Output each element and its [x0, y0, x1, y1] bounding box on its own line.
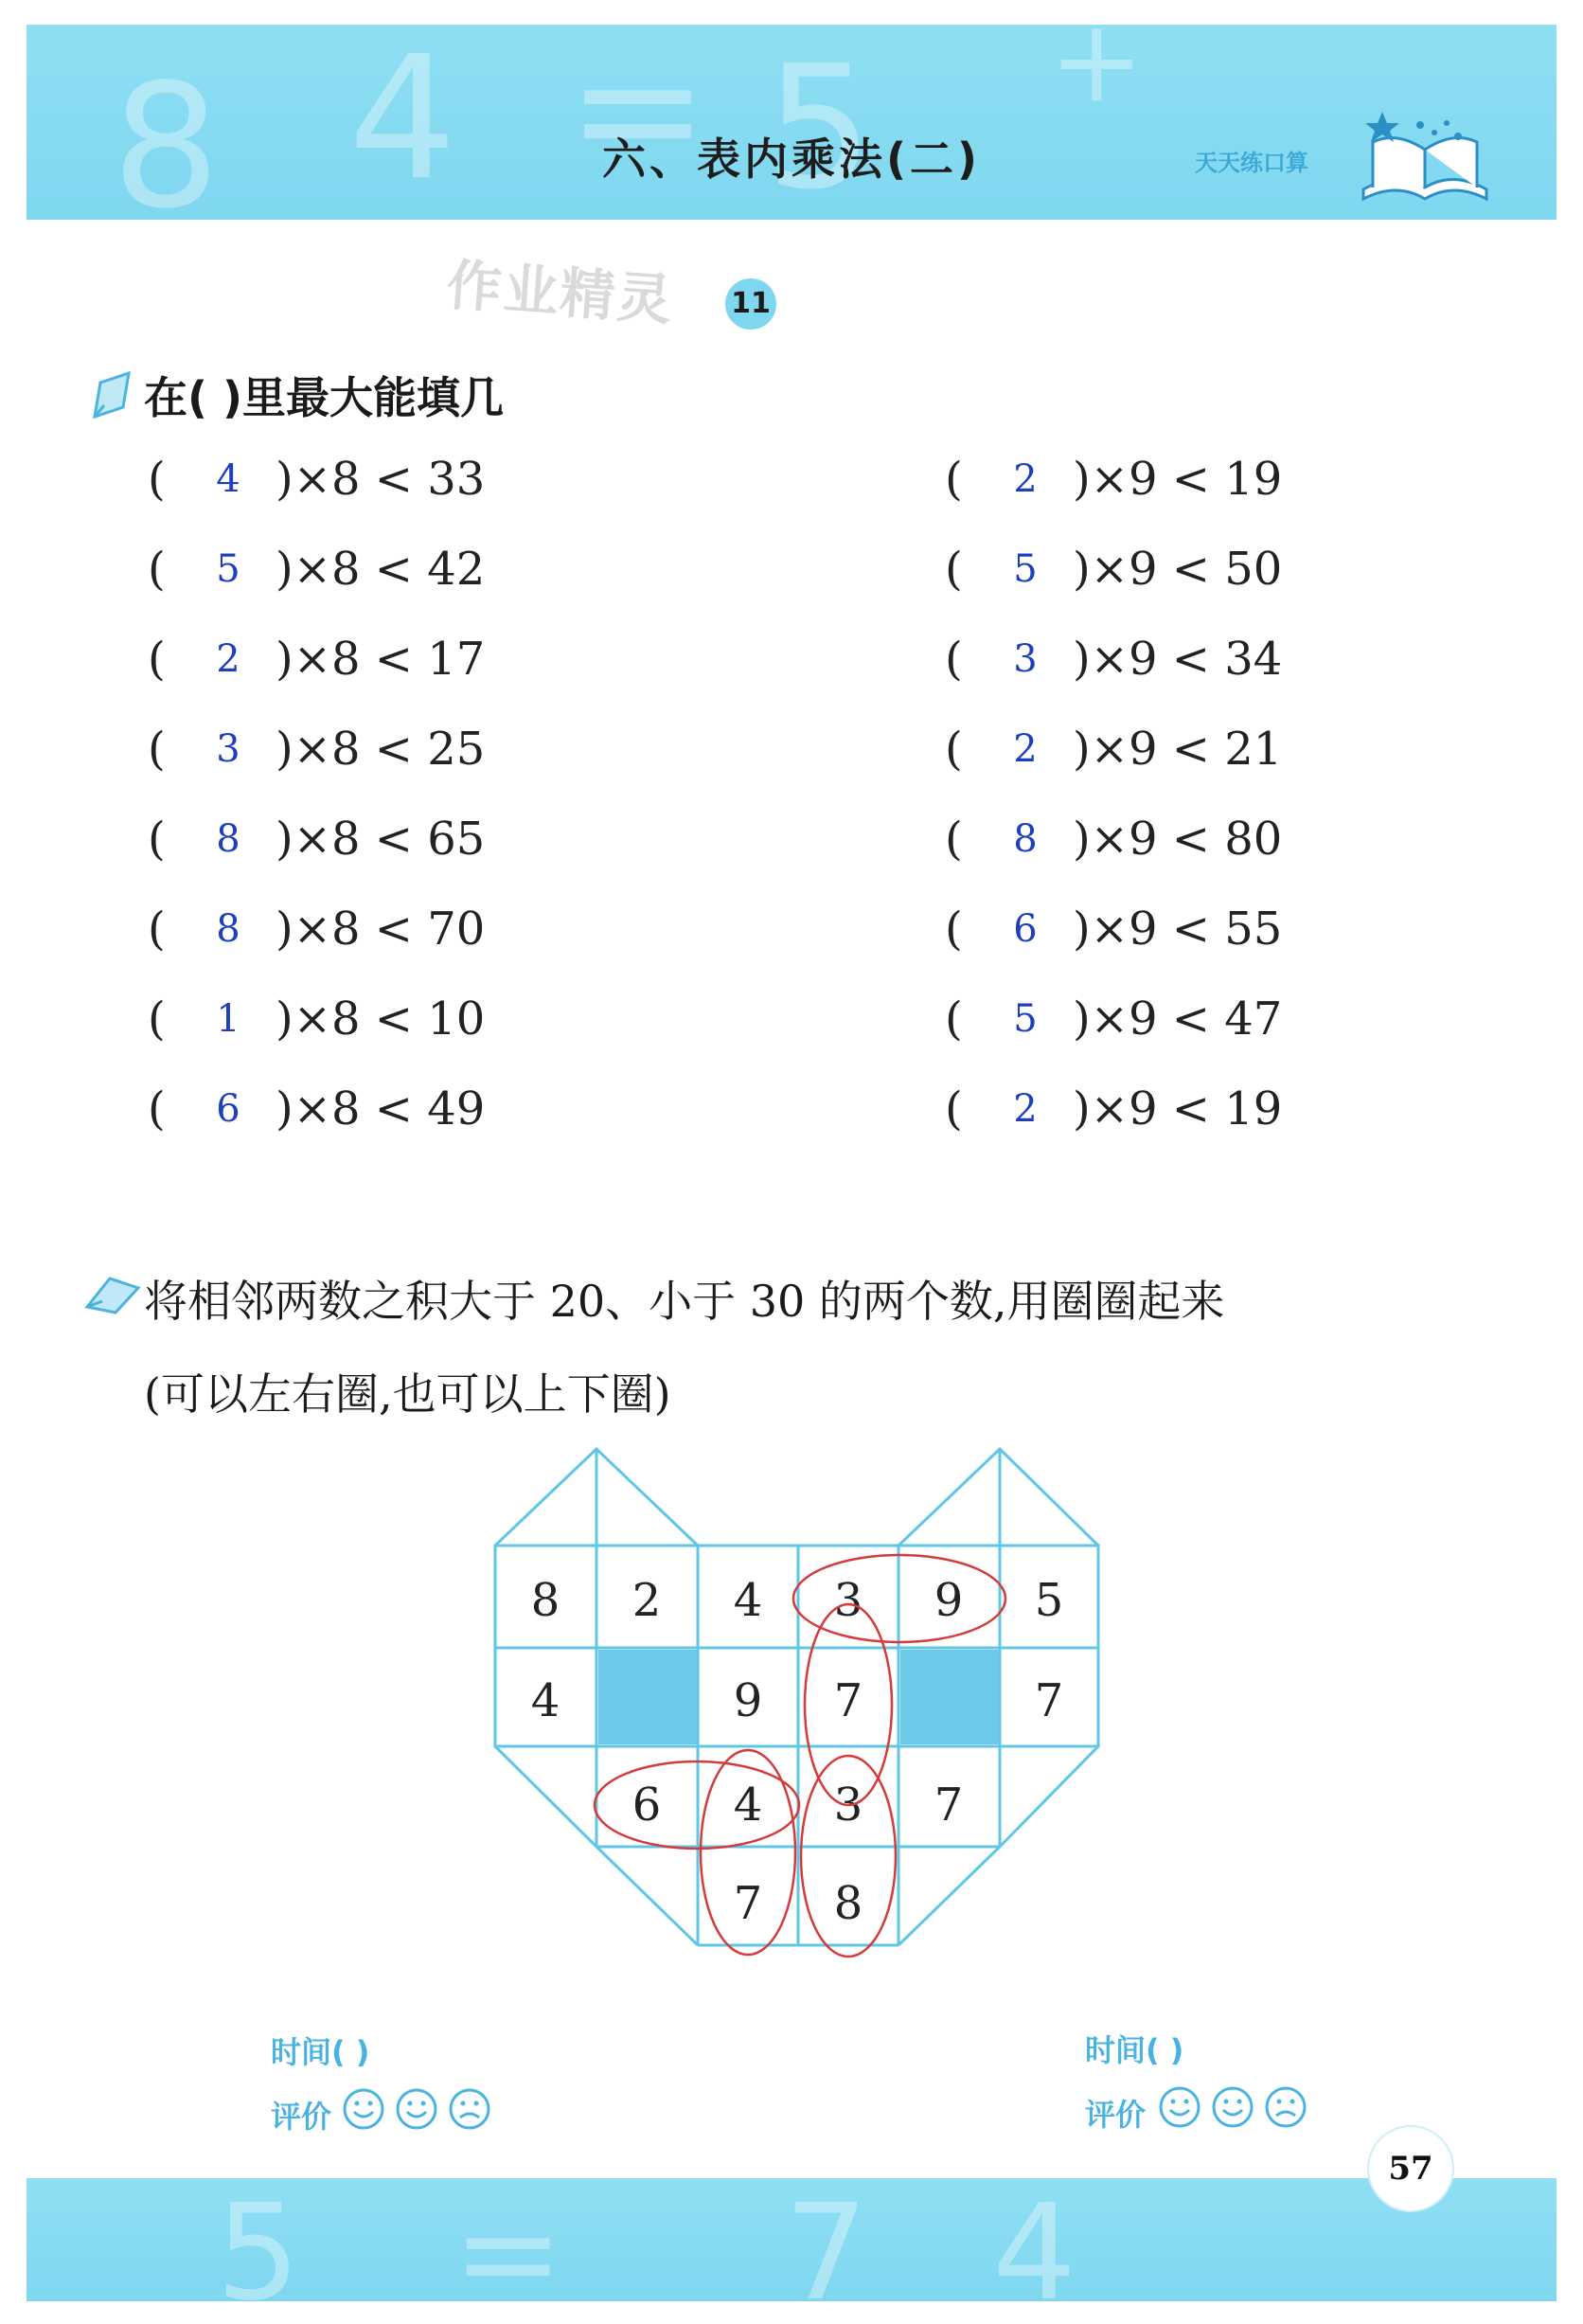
equation-row: [148, 631, 621, 688]
inequality-expr: )×8 < 65: [276, 813, 486, 866]
pencil-icon: [87, 367, 140, 424]
inequality-expr: )×8 < 17: [276, 633, 486, 686]
inequality-expr: )×8 < 10: [276, 992, 486, 1046]
equation-row: [148, 721, 621, 778]
evaluation-faces-left: [341, 2085, 492, 2133]
grid-number: 4: [733, 1574, 763, 1627]
open-paren: (: [148, 903, 166, 956]
equation-row: [148, 541, 621, 598]
page-number: 57: [1367, 2125, 1454, 2212]
decor-digit: 8: [112, 48, 221, 220]
open-paren: (: [945, 543, 963, 596]
grid-number: 4: [530, 1674, 560, 1727]
answer-value[interactable]: 2: [1013, 727, 1038, 771]
section2-instruction: 将相邻两数之积大于 20、小于 30 的两个数,用圈圈起来: [144, 1276, 1225, 1327]
answer-value[interactable]: 5: [1013, 547, 1038, 591]
decor-digit: =: [453, 2178, 564, 2301]
inequality-expr: )×8 < 42: [276, 543, 486, 596]
grid-number: 5: [1034, 1574, 1064, 1627]
open-paren: (: [945, 633, 963, 686]
section1-title: 在( )里最大能填几: [144, 372, 505, 423]
answer-value[interactable]: 3: [216, 727, 240, 771]
inequality-expr: )×8 < 49: [276, 1082, 486, 1135]
equation-row: [148, 451, 621, 508]
grid-number: 3: [833, 1779, 863, 1832]
equation-row: [945, 631, 1418, 688]
answer-value[interactable]: 8: [216, 907, 240, 951]
inequality-expr: )×9 < 19: [1073, 1082, 1283, 1135]
inequality-expr: )×9 < 50: [1073, 543, 1283, 596]
grid-number: 7: [833, 1674, 863, 1727]
answer-circle: [801, 1756, 896, 1957]
answer-circle: [701, 1750, 795, 1955]
answer-value[interactable]: 2: [1013, 1087, 1038, 1131]
equation-row: [945, 721, 1418, 778]
open-paren: (: [945, 723, 963, 776]
eval-label-left: 评价: [271, 2099, 332, 2135]
open-paren: (: [148, 633, 166, 686]
inequality-expr: )×9 < 19: [1073, 453, 1283, 506]
open-paren: (: [148, 543, 166, 596]
time-label-left: 时间( ): [271, 2034, 370, 2070]
answer-circle: [805, 1604, 892, 1805]
time-label-right: 时间( ): [1085, 2032, 1184, 2068]
answer-value[interactable]: 4: [216, 457, 240, 501]
open-paren: (: [148, 992, 166, 1046]
grid-number: 7: [733, 1877, 763, 1930]
book-icon: [1354, 104, 1496, 208]
answer-value[interactable]: 8: [1013, 817, 1038, 861]
decor-digit: 7: [784, 2178, 869, 2301]
evaluation-faces-right: [1157, 2083, 1308, 2131]
grid-number: 2: [631, 1574, 662, 1627]
inequality-expr: )×9 < 34: [1073, 633, 1283, 686]
grid-number: 8: [833, 1877, 863, 1930]
equation-row: [148, 811, 621, 867]
grid-number: 6: [631, 1779, 662, 1832]
answer-value[interactable]: 5: [216, 547, 240, 591]
equation-row: [148, 991, 621, 1047]
answer-value[interactable]: 3: [1013, 637, 1038, 681]
open-paren: (: [148, 723, 166, 776]
equation-row: [945, 811, 1418, 867]
open-paren: (: [148, 813, 166, 866]
answer-value[interactable]: 6: [216, 1087, 240, 1131]
open-paren: (: [945, 992, 963, 1046]
equation-row: [148, 901, 621, 957]
grid-number: 4: [733, 1779, 763, 1832]
grid-number: 7: [934, 1779, 964, 1832]
open-paren: (: [945, 453, 963, 506]
answer-value[interactable]: 5: [1013, 997, 1038, 1041]
equation-row: [148, 1081, 621, 1137]
inequality-expr: )×9 < 55: [1073, 903, 1283, 956]
decor-digit: +: [1049, 25, 1145, 128]
decor-digit: 4: [992, 2178, 1077, 2301]
series-label: 天天练口算: [1195, 150, 1308, 176]
grid-number: 8: [530, 1574, 560, 1627]
answer-value[interactable]: 6: [1013, 907, 1038, 951]
decor-digit: 5: [216, 2178, 301, 2301]
answer-circle: [595, 1761, 799, 1849]
answer-value[interactable]: 8: [216, 817, 240, 861]
open-paren: (: [148, 1082, 166, 1135]
open-paren: (: [148, 453, 166, 506]
inequality-expr: )×8 < 25: [276, 723, 486, 776]
equation-row: [945, 991, 1418, 1047]
decor-digit: 5: [765, 29, 874, 220]
open-paren: (: [945, 813, 963, 866]
grid-number: 9: [934, 1574, 964, 1627]
equation-row: [945, 541, 1418, 598]
equation-row: [945, 451, 1418, 508]
grid-number: 9: [733, 1674, 763, 1727]
answer-value[interactable]: 2: [216, 637, 240, 681]
open-paren: (: [945, 1082, 963, 1135]
eval-label-right: 评价: [1085, 2097, 1147, 2133]
filled-cell: [900, 1650, 999, 1744]
decor-digit: =: [566, 25, 709, 208]
inequality-expr: )×9 < 47: [1073, 992, 1283, 1046]
inequality-expr: )×9 < 21: [1073, 723, 1283, 776]
open-paren: (: [945, 903, 963, 956]
filled-cell: [598, 1650, 697, 1744]
lesson-badge: 11: [725, 278, 776, 330]
grid-number: 7: [1034, 1674, 1064, 1727]
inequality-expr: )×8 < 70: [276, 903, 486, 956]
grid-number: 3: [833, 1574, 863, 1627]
footer-band: [27, 2178, 1556, 2301]
answer-circle: [793, 1555, 1005, 1642]
header-band: [27, 25, 1556, 220]
decor-digit: 4: [348, 25, 457, 218]
equation-row: [945, 1081, 1418, 1137]
inequality-expr: )×9 < 80: [1073, 813, 1283, 866]
page-title: 六、表内乘法(二): [601, 134, 982, 185]
pencil-icon: [81, 1269, 144, 1316]
section2-note: (可以左右圈,也可以上下圈): [144, 1368, 671, 1420]
answer-value[interactable]: 1: [216, 997, 240, 1041]
watermark: 作业精灵: [444, 252, 676, 333]
inequality-expr: )×8 < 33: [276, 453, 486, 506]
equation-row: [945, 901, 1418, 957]
answer-value[interactable]: 2: [1013, 457, 1038, 501]
